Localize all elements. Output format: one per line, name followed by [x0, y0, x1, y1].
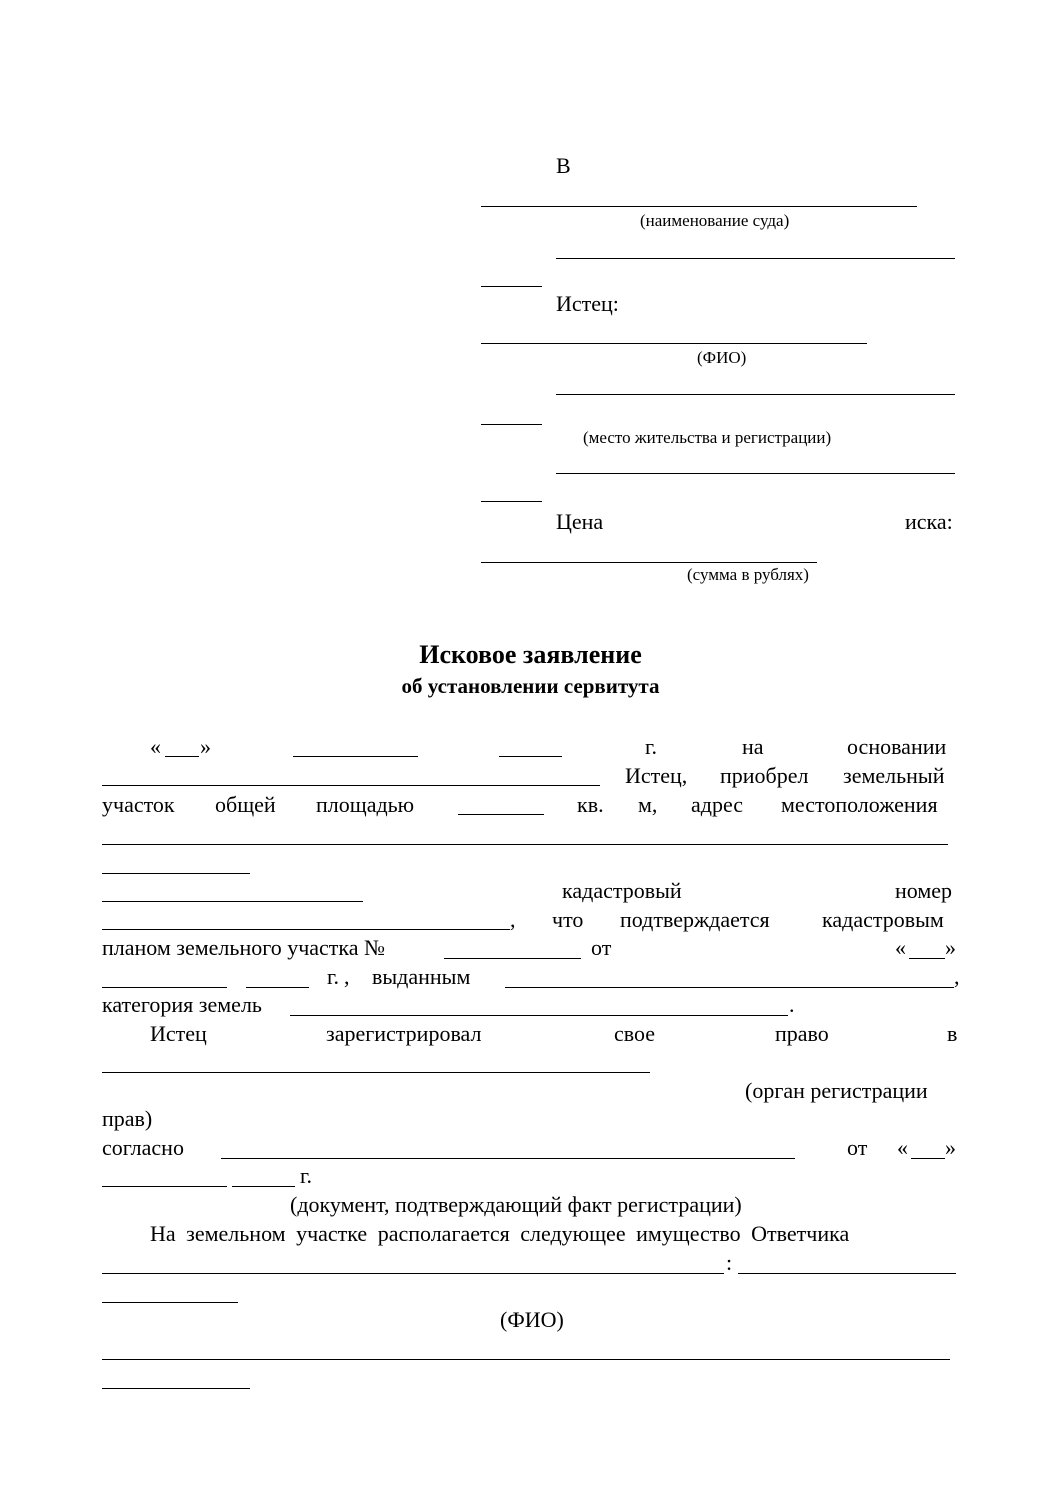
property-text: На земельном участке располагается следующее имущество Ответчика [150, 1221, 850, 1246]
registration-body-line[interactable] [102, 1072, 650, 1073]
year-word: г. [645, 734, 658, 759]
plaintiff-name-line[interactable] [481, 343, 867, 344]
court-name-line[interactable] [481, 206, 917, 207]
registered-word-3: свое [614, 1021, 656, 1046]
fio-caption-2: (ФИО) [500, 1307, 564, 1332]
price-label: Цена [556, 509, 604, 534]
plot-word-1: участок [102, 792, 175, 817]
plot-word-7: местоположения [781, 792, 938, 817]
reg-from-word: от [847, 1135, 868, 1160]
plan-from-word: от [591, 935, 612, 960]
plot-word-5: м, [638, 792, 658, 817]
date-year-line[interactable] [499, 756, 562, 757]
location-address-line-3[interactable] [102, 901, 363, 902]
basis-word: основании [847, 734, 947, 759]
plan-year-word: г. [327, 964, 340, 989]
date-quote-open: « [150, 734, 161, 759]
basis-document-line[interactable] [102, 785, 600, 786]
reg-date-quote-close: » [945, 1135, 956, 1160]
plaintiff-label: Истец: [556, 291, 619, 316]
sum-caption: (сумма в рублях) [687, 565, 809, 584]
reg-date-year-line[interactable] [232, 1186, 295, 1187]
confirmed-word-1: что [552, 907, 584, 932]
plan-date-quote-close: » [945, 935, 956, 960]
document-subtitle: об установлении сервитута [401, 674, 660, 698]
cadastral-word: кадастровый [562, 878, 682, 903]
reg-date-day-line[interactable] [911, 1158, 945, 1159]
issuer-line[interactable] [505, 987, 954, 988]
reg-year-word: г. [300, 1163, 313, 1188]
rights-word: прав) [102, 1106, 153, 1131]
area-line[interactable] [458, 814, 544, 815]
document-title: Исковое заявление [419, 640, 642, 669]
property-owner-line[interactable] [738, 1273, 956, 1274]
plan-date-day-line[interactable] [909, 958, 945, 959]
registration-body-caption: (орган регистрации [745, 1078, 928, 1103]
land-category-line[interactable] [290, 1015, 788, 1016]
plot-word-6: адрес [691, 792, 744, 817]
plot-word-3: площадью [316, 792, 415, 817]
location-address-line-1[interactable] [102, 844, 948, 845]
registration-document-line[interactable] [221, 1158, 795, 1159]
fio-caption: (ФИО) [697, 348, 747, 367]
court-address-line[interactable] [556, 258, 955, 259]
defendant-details-line-2[interactable] [102, 1388, 250, 1389]
plot-word-2: общей [215, 792, 276, 817]
registered-word-5: в [947, 1021, 958, 1046]
cadastral-number-line[interactable] [102, 929, 510, 930]
plan-date-quote-open: « [895, 935, 906, 960]
reg-date-quote-open: « [897, 1135, 908, 1160]
reg-date-month-line[interactable] [102, 1186, 227, 1187]
acquired-word-1: Истец, [625, 763, 688, 788]
to-label: В [556, 153, 571, 178]
date-month-line[interactable] [293, 756, 418, 757]
plan-date-month-line[interactable] [102, 987, 227, 988]
according-word: согласно [102, 1135, 184, 1160]
court-name-caption: (наименование суда) [640, 211, 790, 230]
registered-word-4: право [775, 1021, 829, 1046]
date-day-line[interactable] [165, 756, 199, 757]
date-quote-close: » [200, 734, 211, 759]
land-category-label: категория земель [102, 992, 262, 1017]
issued-word: выданным [372, 964, 471, 989]
defendant-details-line-1[interactable] [102, 1359, 950, 1360]
plan-text: планом земельного участка № [102, 935, 386, 960]
price-label-right: иска: [905, 509, 953, 534]
plan-number-line[interactable] [444, 958, 581, 959]
residence-line-2[interactable] [556, 473, 955, 474]
residence-line-1-tail[interactable] [481, 424, 542, 425]
registration-document-caption: (документ, подтверждающий факт регистрации) [290, 1192, 742, 1217]
price-sum-line[interactable] [481, 562, 817, 563]
acquired-word-3: земельный [843, 763, 945, 788]
registered-word-2: зарегистрировал [326, 1021, 482, 1046]
plan-date-year-line[interactable] [246, 987, 309, 988]
number-word: номер [895, 878, 953, 903]
property-description-line[interactable] [102, 1273, 724, 1274]
residence-line-2-tail[interactable] [481, 501, 542, 502]
property-owner-line-tail[interactable] [102, 1302, 238, 1303]
residence-line-1[interactable] [556, 394, 955, 395]
on-word: на [742, 734, 764, 759]
registered-word-1: Истец [150, 1021, 207, 1046]
acquired-word-2: приобрел [720, 763, 809, 788]
plot-word-4: кв. [577, 792, 604, 817]
confirmed-word-2: подтверждается [620, 907, 770, 932]
location-address-line-2[interactable] [102, 873, 250, 874]
residence-caption: (место жительства и регистрации) [583, 428, 832, 447]
court-address-line-tail[interactable] [481, 286, 542, 287]
confirmed-word-3: кадастровым [822, 907, 944, 932]
